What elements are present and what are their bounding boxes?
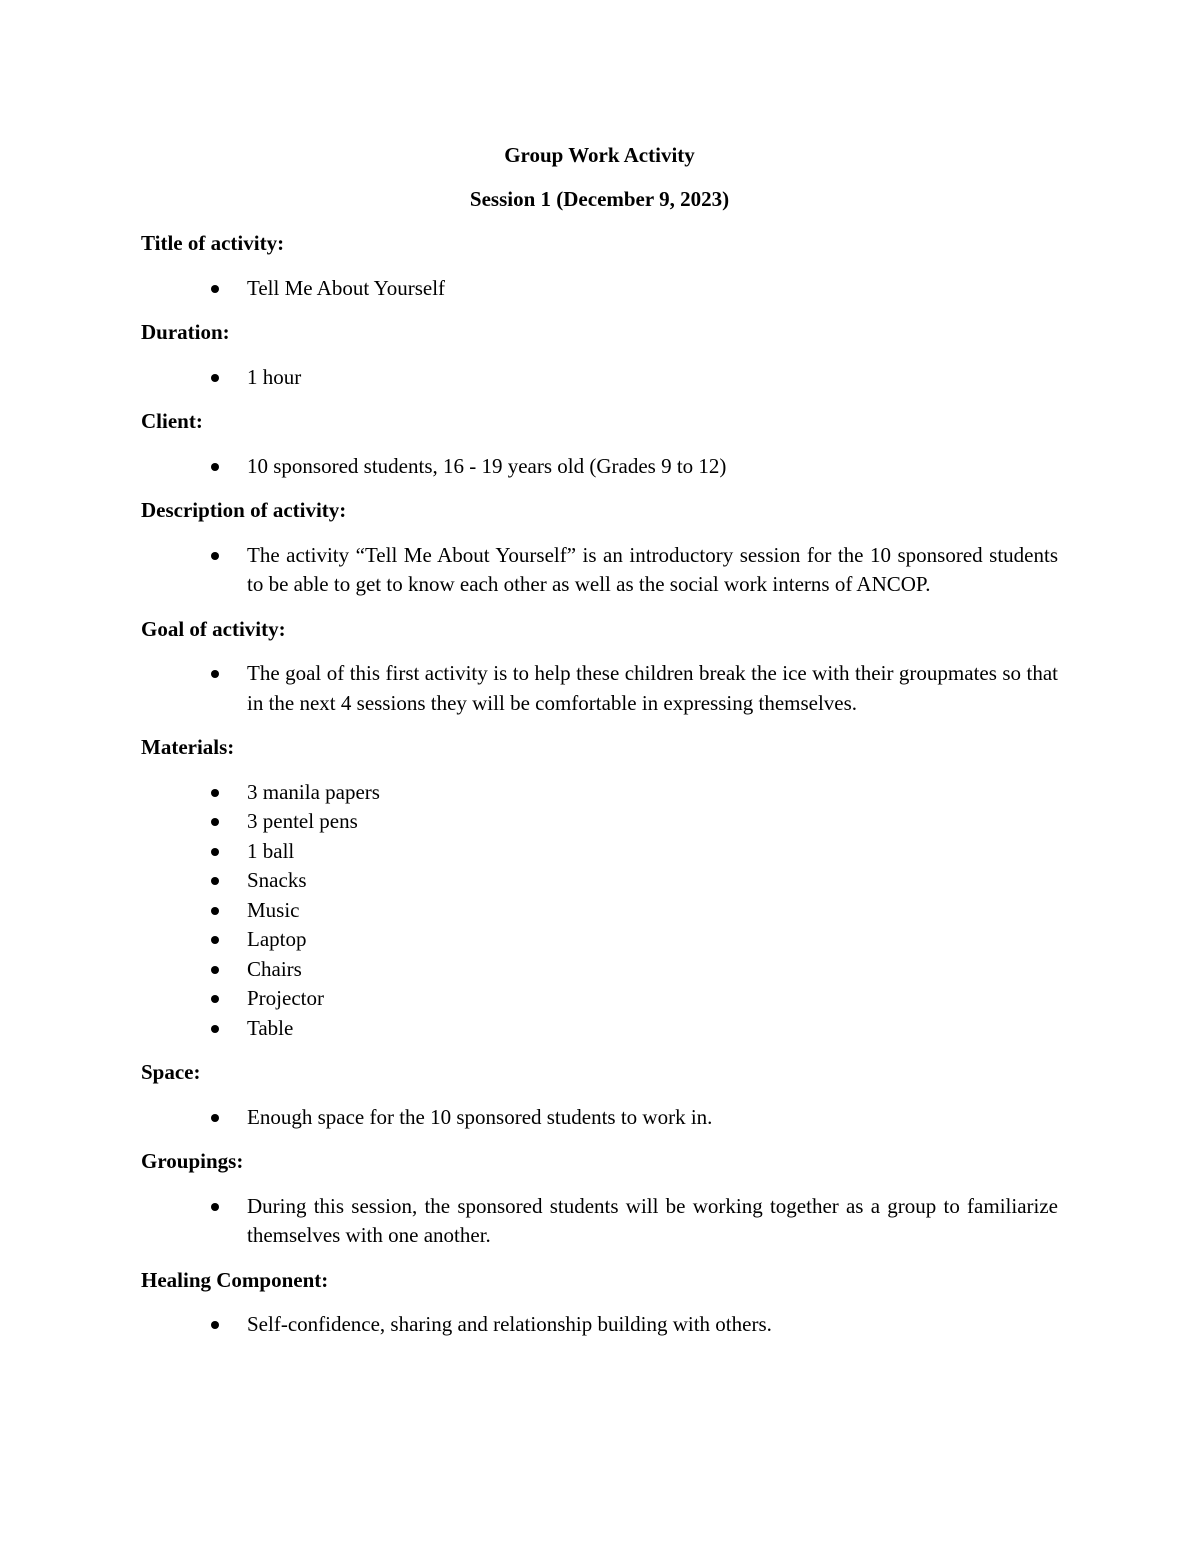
list-healing-component [141, 1310, 1058, 1340]
document-title: Group Work Activity [504, 143, 695, 167]
list-item [141, 866, 1058, 896]
bullet-icon [211, 463, 219, 471]
bullet-icon [211, 966, 219, 974]
list-item [141, 984, 1058, 1014]
bullet-icon [211, 995, 219, 1003]
list-item-text: Table [247, 1015, 294, 1040]
list-item-text: The goal of this first activity is to help these children break the ice with their groupmates so that in the next 4 sessions they will be comfortable in expressing themselves. [247, 661, 1058, 715]
bullet-icon [211, 818, 219, 826]
section-heading-materials: Materials: [141, 735, 235, 759]
list-client [141, 452, 1058, 482]
list-item-text: Enough space for the 10 sponsored students to work in. [247, 1104, 713, 1129]
list-item [141, 274, 1058, 304]
list-item [141, 452, 1058, 482]
list-item [141, 955, 1058, 985]
list-item [141, 1310, 1058, 1340]
section-heading-space: Space: [141, 1060, 201, 1084]
list-item-text: 3 manila papers [247, 779, 380, 804]
list-item [141, 925, 1058, 955]
list-item-text: Snacks [247, 868, 307, 892]
list-item-text: 10 sponsored students, 16 - 19 years old (Grades 9 to 12) [247, 453, 727, 478]
list-item-text: 1 ball [247, 838, 295, 863]
list-duration [141, 363, 1058, 393]
list-item [141, 659, 1058, 718]
section-heading-client: Client: [141, 409, 203, 433]
list-item [141, 807, 1058, 837]
bullet-icon [211, 1114, 219, 1122]
list-item [141, 363, 1058, 393]
section-heading-groupings: Groupings: [141, 1149, 244, 1173]
bullet-icon [211, 374, 219, 382]
list-item-text: Projector [247, 986, 324, 1010]
bullet-icon [211, 285, 219, 293]
list-item [141, 1192, 1058, 1251]
list-item [141, 1014, 1058, 1044]
list-item [141, 837, 1058, 867]
list-item [141, 896, 1058, 926]
list-materials [141, 778, 1058, 1044]
list-title-of-activity [141, 274, 1058, 304]
bullet-icon [211, 877, 219, 885]
section-heading-goal: Goal of activity: [141, 616, 286, 641]
section-heading-title-of-activity: Title of activity: [141, 231, 285, 255]
list-description [141, 541, 1058, 600]
list-item [141, 778, 1058, 808]
list-goal [141, 659, 1058, 718]
document-session: Session 1 (December 9, 2023) [469, 186, 730, 211]
list-item-text: Music [247, 897, 300, 922]
list-item-text: Self-confidence, sharing and relationship building with others. [247, 1312, 772, 1336]
list-item [141, 1103, 1058, 1133]
section-heading-description: Description of activity: [141, 498, 347, 522]
bullet-icon [211, 848, 219, 856]
list-item-text: Laptop [247, 927, 307, 951]
list-item-text: 3 pentel pens [247, 809, 358, 833]
bullet-icon [211, 670, 219, 678]
bullet-icon [211, 936, 219, 944]
list-item [141, 541, 1058, 600]
section-heading-healing-component: Healing Component: [141, 1267, 329, 1292]
bullet-icon [211, 1025, 219, 1033]
bullet-icon [211, 907, 219, 915]
list-item-text: During this session, the sponsored students will be working together as a group to familiarize themselves with one another. [247, 1193, 1058, 1247]
list-item-text: Tell Me About Yourself [247, 275, 446, 300]
bullet-icon [211, 1203, 219, 1211]
list-groupings [141, 1192, 1058, 1251]
bullet-icon [211, 1321, 219, 1329]
list-item-text: 1 hour [247, 364, 302, 389]
bullet-icon [211, 552, 219, 560]
section-heading-duration: Duration: [141, 320, 230, 344]
list-space [141, 1103, 1058, 1133]
bullet-icon [211, 789, 219, 797]
document-content [141, 141, 1058, 1355]
list-item-text: The activity “Tell Me About Yourself” is an introductory session for the 10 sponsored students to be able to get to know each other as well as the social work interns of ANCOP. [247, 542, 1058, 596]
list-item-text: Chairs [247, 956, 302, 981]
